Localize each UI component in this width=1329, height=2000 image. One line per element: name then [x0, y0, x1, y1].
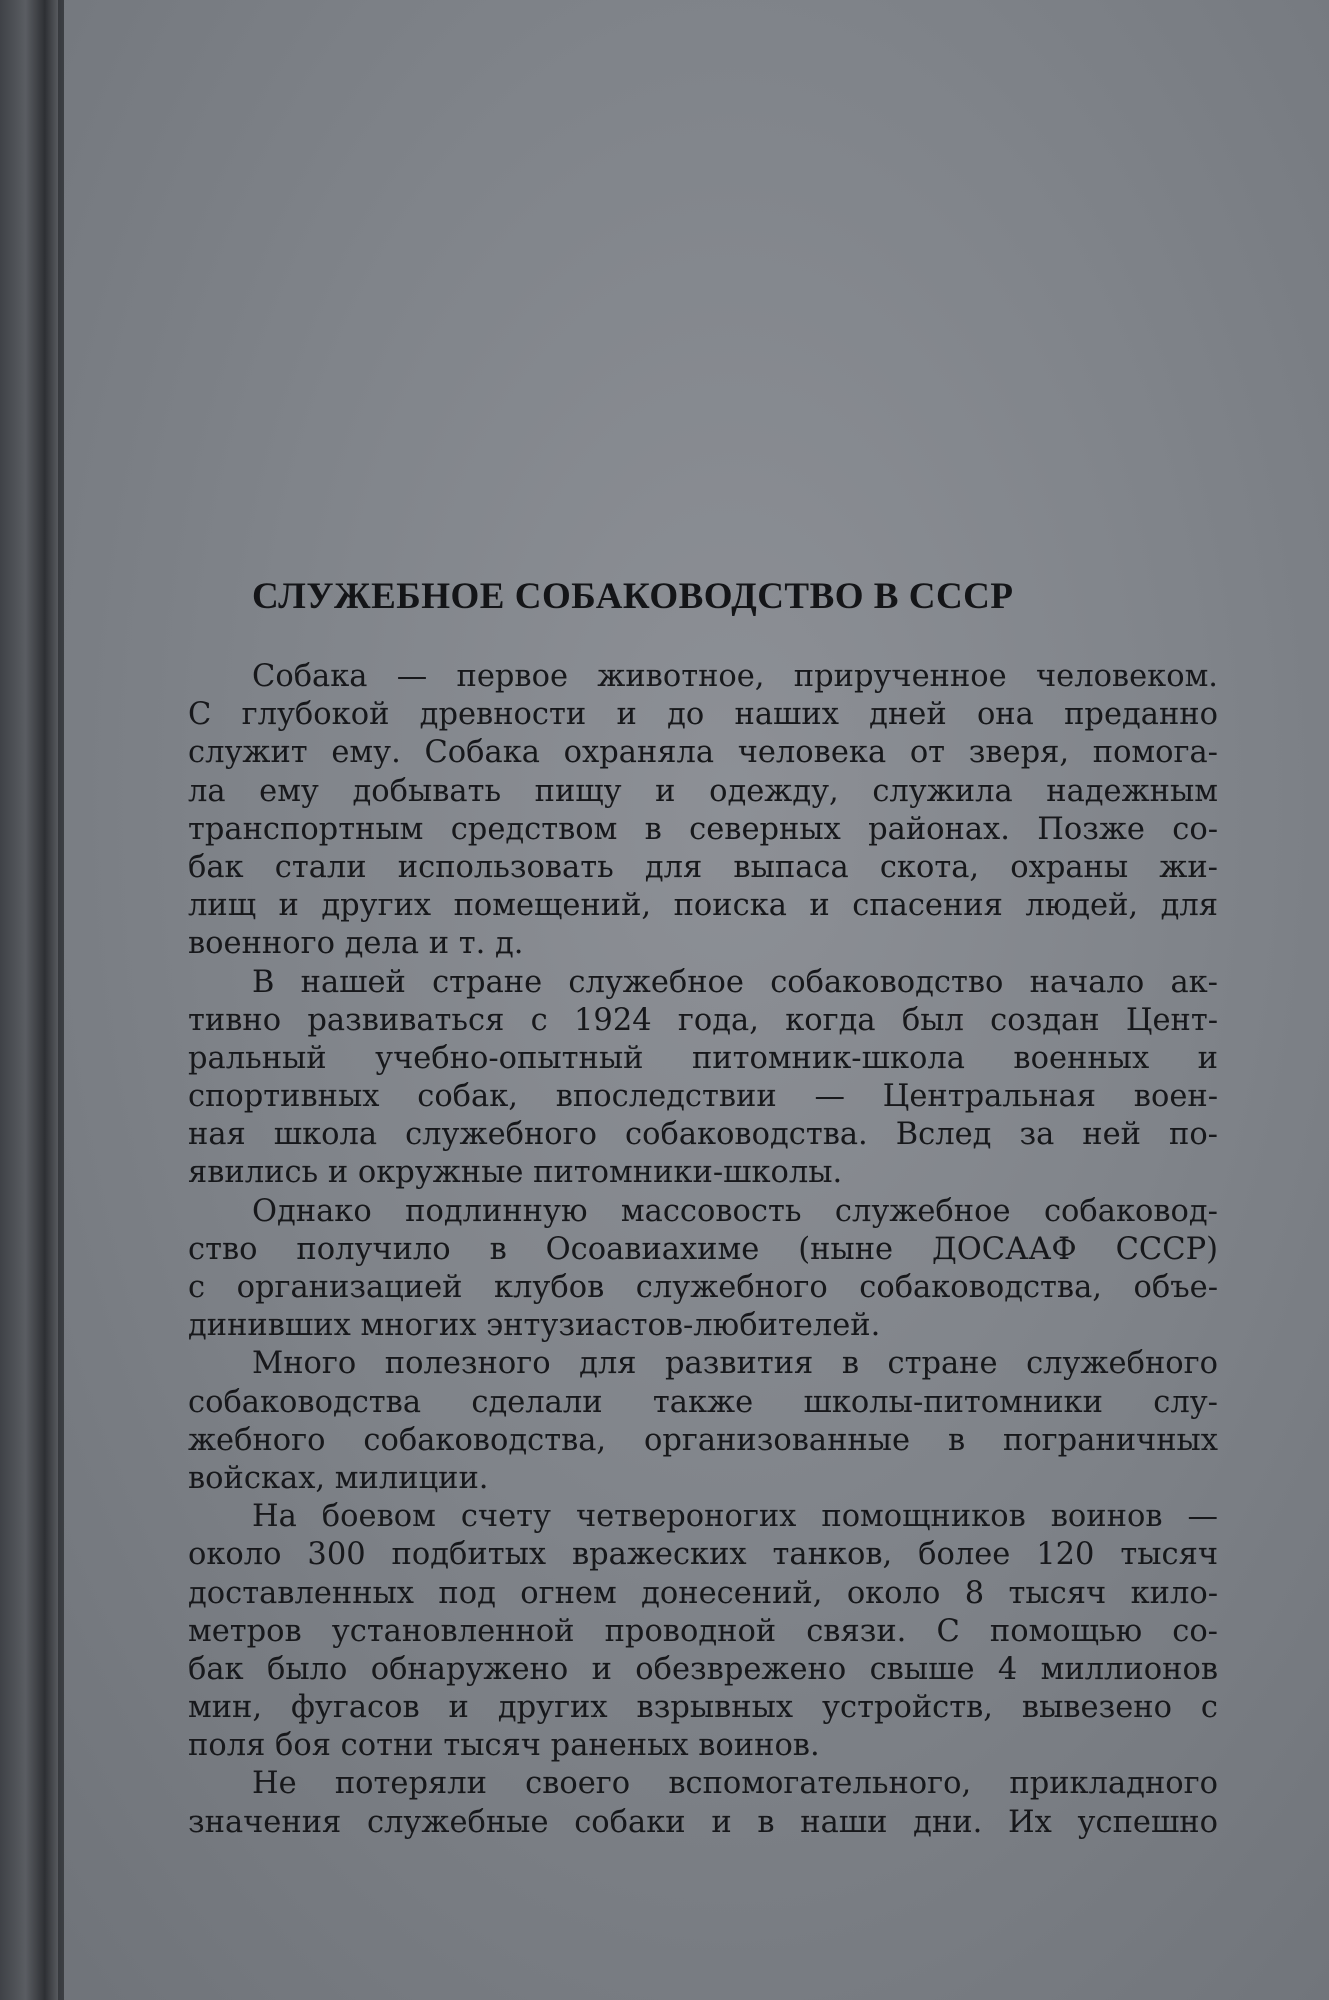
- paragraph: [188, 1498, 1218, 1765]
- text-line: Не потеряли своего вспомогательного, прикладного: [252, 1766, 1218, 1802]
- text-line: бак стали использовать для выпаса скота, охраны жи-: [188, 849, 1218, 885]
- text-line: В нашей стране служебное собаководство начало ак-: [252, 964, 1218, 1000]
- text-line: военного дела и т. д.: [188, 926, 524, 962]
- text-line: лищ и других помещений, поиска и спасения людей, для: [188, 888, 1218, 924]
- text-line: с организацией клубов служебного собаководства, объе-: [188, 1270, 1218, 1305]
- chapter-heading: СЛУЖЕБНОЕ СОБАКОВОДСТВО В СССР: [252, 576, 1014, 617]
- body-text: [188, 658, 1218, 1842]
- text-line: Много полезного для развития в стране служебного: [252, 1346, 1218, 1382]
- text-line: поля боя сотни тысяч раненых воинов.: [188, 1728, 820, 1764]
- text-line: динивших многих энтузиастов-любителей.: [188, 1308, 881, 1344]
- text-line: На боевом счету четвероногих помощников воинов —: [252, 1499, 1218, 1535]
- text-line: ная школа служебного собаководства. Вслед за ней по-: [188, 1117, 1218, 1153]
- page-edge-shadow: [58, 0, 64, 2000]
- text-line: собаководства сделали также школы-питомники слу-: [188, 1384, 1218, 1420]
- text-line: доставленных под огнем донесений, около 8 тысяч кило-: [188, 1575, 1218, 1611]
- text-line: С глубокой древности и до наших дней она преданно: [188, 697, 1218, 733]
- paragraph: [188, 1193, 1218, 1346]
- text-line: метров установленной проводной связи. С помощью со-: [188, 1613, 1218, 1649]
- text-line: ство получило в Осоавиахиме (ныне ДОСААФ СССР): [188, 1231, 1218, 1267]
- paragraph: [188, 964, 1218, 1193]
- text-line: войсках, милиции.: [188, 1460, 489, 1496]
- text-line: транспортным средством в северных районах. Позже со-: [188, 811, 1218, 847]
- text-line: служит ему. Собака охраняла человека от зверя, помога-: [188, 735, 1218, 771]
- text-line: бак было обнаружено и обезврежено свыше 4 миллионов: [188, 1651, 1218, 1687]
- text-line: ла ему добывать пищу и одежду, служила надежным: [188, 773, 1218, 809]
- paragraph: [188, 1765, 1218, 1841]
- text-line: значения служебные собаки и в наши дни. Их успешно: [188, 1804, 1218, 1840]
- text-line: около 300 подбитых вражеских танков, более 120 тысяч: [188, 1537, 1218, 1573]
- paragraph: [188, 1345, 1218, 1498]
- book-spine: [0, 0, 64, 2000]
- text-line: тивно развиваться с 1924 года, когда был создан Цент-: [188, 1002, 1218, 1038]
- paragraph: [188, 658, 1218, 964]
- text-line: Собака — первое животное, прирученное человеком.: [252, 659, 1218, 694]
- text-line: мин, фугасов и других взрывных устройств, вывезено с: [188, 1690, 1218, 1726]
- text-line: явились и окружные питомники-школы.: [188, 1155, 843, 1191]
- text-line: спортивных собак, впоследствии — Центральная воен-: [188, 1079, 1218, 1115]
- text-line: ральный учебно-опытный питомник-школа военных и: [188, 1040, 1218, 1076]
- text-line: Однако подлинную массовость служебное собаковод-: [252, 1193, 1218, 1229]
- text-line: жебного собаководства, организованные в пограничных: [188, 1422, 1218, 1458]
